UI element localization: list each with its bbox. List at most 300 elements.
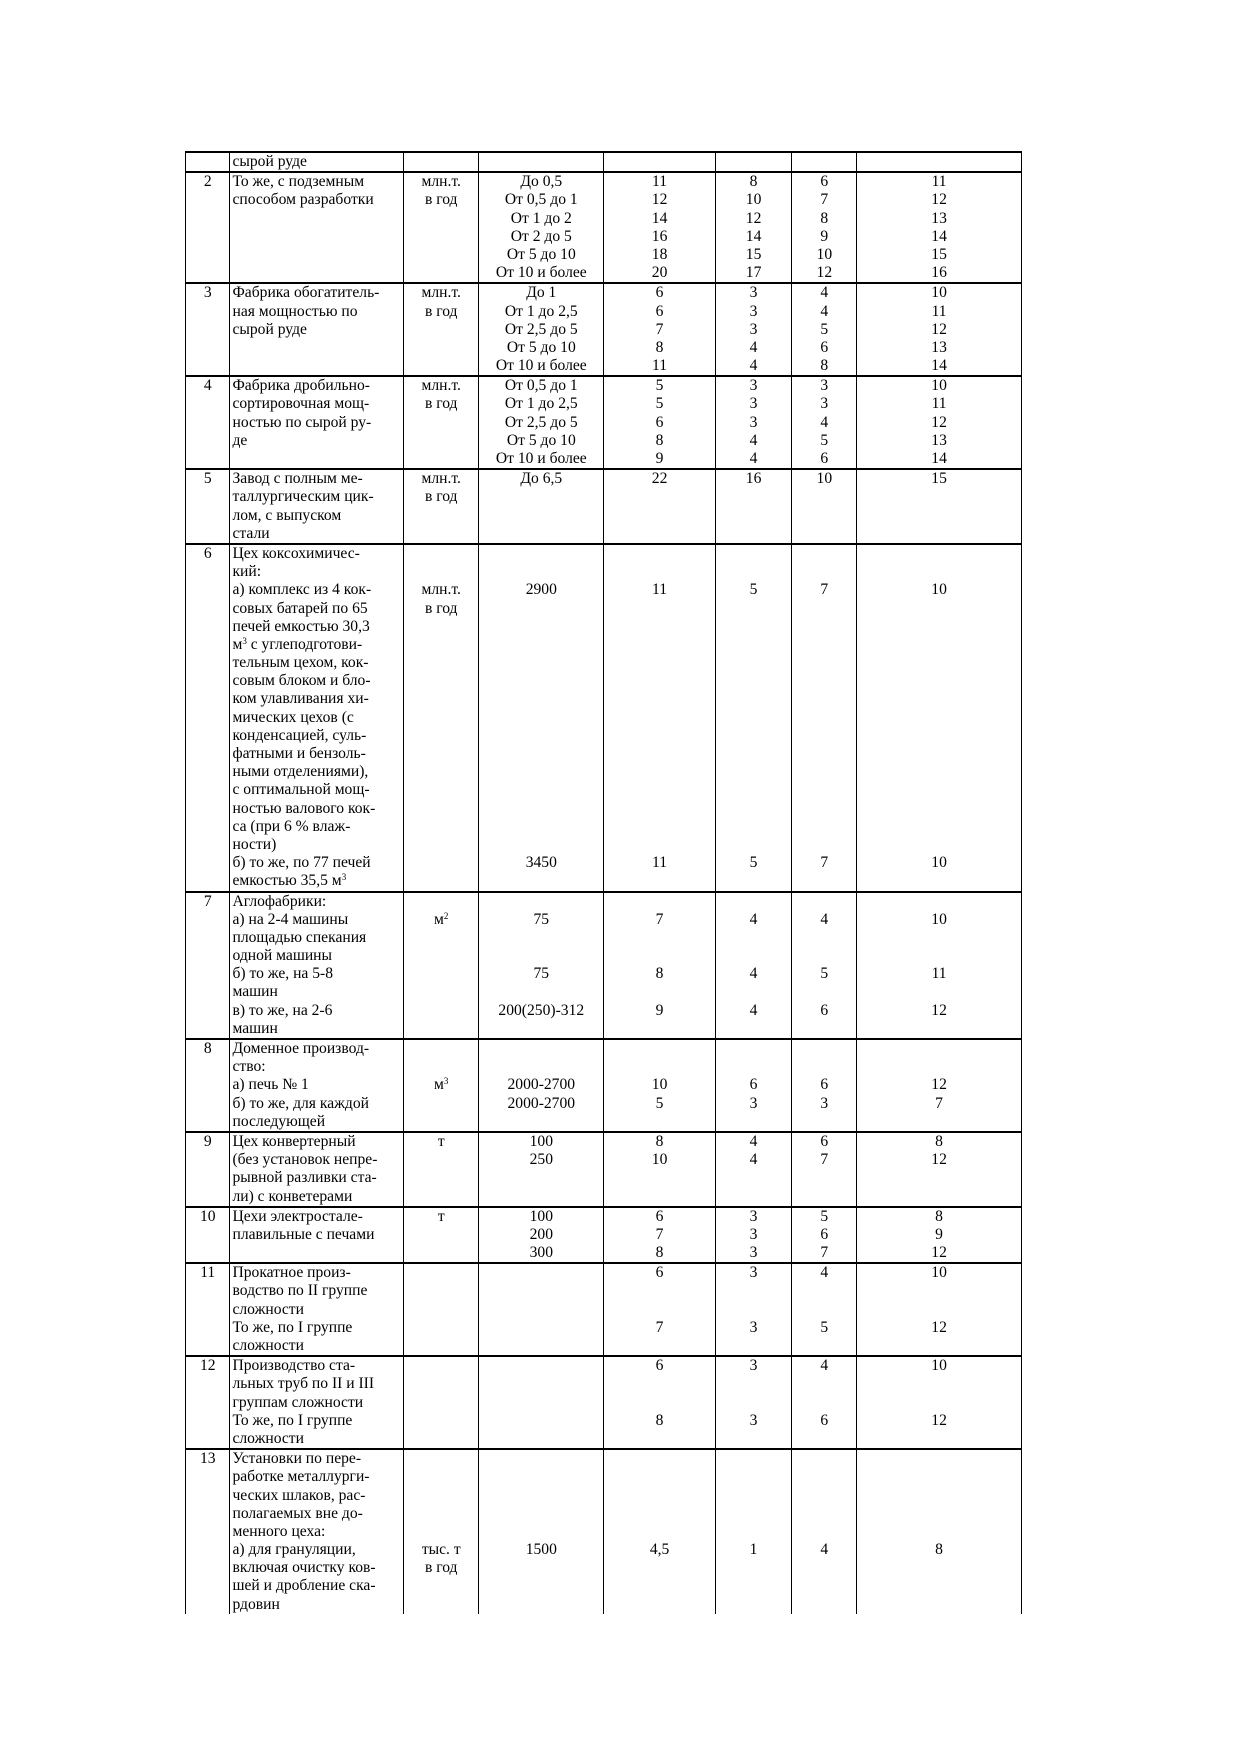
cell-line [718,1282,790,1300]
cell-line: 14 [931,450,947,467]
cell-line [606,872,712,890]
cell-line [794,947,854,965]
cell-line: 10 [931,854,947,872]
cell-line: 20 [651,264,668,282]
cell-unit [404,1356,479,1449]
cell-line: 250 [529,1151,553,1169]
cell-line: 3450 [525,854,557,872]
cell-line [794,929,854,947]
cell-line [718,1523,790,1541]
cell-line: Цех конвертерный [232,1132,356,1150]
cell-line: 11 [652,854,668,872]
cell-line [481,781,601,799]
cell-line [481,636,601,654]
cell-line: совых батарей по 65 [232,599,368,617]
cell-line [481,1375,601,1393]
cell-line [481,488,601,506]
cell-line: а) печь № 1 [232,1076,309,1094]
cell-line [794,672,854,690]
cell-line: 15 [931,470,947,488]
cell-line [718,1375,790,1393]
cell-line [718,929,790,947]
cell-line [718,1301,790,1319]
cell-col6 [792,376,857,469]
cell-line [606,1523,712,1541]
cell-line [859,872,1019,890]
cell-line: 8 [655,338,664,356]
cell-line: 12 [931,1244,947,1262]
cell-line [481,1394,601,1412]
cell-capacity [479,1207,604,1264]
table-row [186,1449,1022,1614]
cell-line [718,947,790,965]
cell-line [859,1487,1019,1505]
cell-line [794,618,854,636]
cell-line: 6 [655,1207,664,1225]
cell-line [481,1319,601,1337]
cell-line [718,745,790,763]
cell-line: 10 [931,1264,947,1282]
cell-line [718,507,790,525]
cell-line [232,357,401,375]
cell-line: 7 [820,1244,829,1262]
cell-line [794,1188,854,1206]
cell-line: 9 [655,450,664,467]
cell-line: в год [424,302,458,320]
cell-line: 18 [651,245,668,263]
cell-line [794,1058,854,1076]
cell-line: 12 [931,413,947,431]
cell-line [718,709,790,727]
cell-line: 11 [652,581,668,599]
cell-line: От 10 и более [495,450,587,467]
cell-col5 [715,1132,792,1207]
cell-line [481,727,601,745]
cell-line [406,983,476,1001]
cell-line: 10 [816,245,833,263]
cell-line [406,1169,476,1187]
cell-line: 3 [749,1357,758,1375]
cell-line: плавильные с печами [232,1225,375,1243]
cell-line [859,1301,1019,1319]
cell-line: 6 [749,1076,758,1094]
cell-line [606,818,712,836]
cell-line: 1500 [525,1541,557,1559]
cell-line: Прокатное произ- [232,1264,351,1282]
cell-col6 [792,1263,857,1356]
cell-line [794,1523,854,1541]
cell-line: работке металлурги- [232,1468,370,1486]
cell-line [718,781,790,799]
cell-line [859,636,1019,654]
cell-line: 13 [931,431,947,449]
cell-line: таллургическим цик- [232,488,374,506]
cell-col7 [857,172,1022,283]
cell-col4 [604,1449,715,1614]
cell-line: 17 [745,264,762,282]
cell-number [186,152,230,172]
cell-col4 [604,1039,715,1132]
cell-line [406,818,476,836]
cell-line [606,563,712,581]
cell-line [859,672,1019,690]
cell-line [718,563,790,581]
cell-line [406,1151,476,1169]
cell-line [406,525,476,543]
cell-line: ности) [232,835,277,853]
cell-line [859,1523,1019,1541]
cell-line: 4 [820,1541,829,1559]
cell-line: ли) с конветерами [232,1187,353,1205]
cell-line: менного цеха: [232,1522,326,1540]
cell-name [230,1207,404,1264]
cell-line [406,745,476,763]
cell-line [232,339,401,357]
cell-line: ная мощностью по [232,302,358,320]
cell-line [406,672,476,690]
cell-col6 [792,544,857,892]
cell-name [230,152,404,172]
cell-line [794,507,854,525]
cell-line: 22 [651,470,668,488]
cell-col5 [715,1039,792,1132]
cell-line: Фабрика дробильно- [232,377,370,395]
cell-line: 4,5 [649,1541,670,1559]
cell-line: 8 [935,1207,943,1225]
cell-line: 5 [820,965,829,983]
cell-col6 [792,1039,857,1132]
cell-line [606,1188,712,1206]
cell-line [481,983,601,1001]
cell-number: 3 [186,283,230,376]
cell-col7 [857,283,1022,376]
cell-line [232,210,401,228]
cell-line [859,727,1019,745]
cell-col5 [715,376,792,469]
cell-line: последующей [232,1112,326,1130]
cell-number: 4 [186,376,230,469]
cell-line: б) то же, на 5-8 [232,965,334,983]
cell-line [859,563,1019,581]
cell-line: тыс. т [421,1541,461,1559]
cell-line: сырой руде [232,320,307,338]
cell-line [406,727,476,745]
cell-line [406,1319,476,1337]
cell-line [406,246,476,264]
table-row [186,1039,1022,1132]
cell-line [718,690,790,708]
cell-line [794,893,854,911]
cell-capacity [479,469,604,544]
cell-line [718,1169,790,1187]
cell-line [794,563,854,581]
cell-line: группам сложности [232,1393,364,1411]
cell-unit [404,892,479,1040]
cell-line [606,672,712,690]
cell-line: тельным цехом, кок- [232,654,369,672]
cell-line [859,893,1019,911]
cell-line: ческих шлаков, рас- [232,1486,366,1504]
cell-capacity [479,1356,604,1449]
cell-line [859,1430,1019,1448]
cell-line: 4 [749,965,758,983]
cell-line [606,618,712,636]
cell-line: До 6,5 [520,470,563,488]
cell-line: льных труб по II и III [232,1375,375,1393]
cell-line [718,654,790,672]
cell-line [718,1559,790,1577]
cell-line: 3 [749,1094,758,1112]
cell-line: в год [424,395,458,413]
cell-line [481,1596,601,1614]
cell-col5 [715,1449,792,1614]
cell-number: 5 [186,469,230,544]
cell-line [406,228,476,246]
cell-line: От 10 и более [495,264,587,282]
cell-line: 14 [651,209,668,227]
cell-line [406,1450,476,1468]
cell-line: 4 [820,1357,829,1375]
cell-line [606,947,712,965]
cell-line [859,1040,1019,1058]
cell-line: 7 [655,320,664,338]
cell-line [481,836,601,854]
cell-line [859,600,1019,618]
cell-line: 12 [816,264,833,282]
cell-line: Завод с полным ме- [232,470,363,488]
cell-line [859,947,1019,965]
cell-line [794,488,854,506]
cell-line [481,1020,601,1038]
cell-line: ком улавливания хи- [232,690,369,708]
cell-line [859,507,1019,525]
cell-line: 3 [749,302,758,320]
cell-line: 200(250)-312 [498,1001,585,1019]
cell-line [718,836,790,854]
cell-line [481,1282,601,1300]
cell-line [606,1020,712,1038]
cell-line: 11 [931,395,947,413]
cell-line [859,1450,1019,1468]
cell-line [406,763,476,781]
cell-line [406,854,476,872]
cell-col4 [604,1132,715,1207]
cell-line: 75 [533,910,550,928]
cell-line: 3 [749,1264,758,1282]
cell-line [406,563,476,581]
cell-line [794,1430,854,1448]
cell-capacity [479,152,604,172]
cell-line: 3 [749,413,758,431]
cell-line: От 10 и более [495,357,587,375]
cell-line: 8 [655,431,664,449]
cell-line: ными отделениями), [232,763,369,781]
cell-line: б) то же, по 77 печей [232,854,371,872]
cell-line: млн.т. [421,470,461,488]
cell-line: млн.т. [421,581,461,599]
cell-line [794,600,854,618]
cell-line: площадью спекания [232,928,367,946]
cell-line [794,818,854,836]
cell-line: 8 [935,1541,943,1559]
cell-line: одной машины [232,947,332,965]
cell-line [406,1412,476,1430]
cell-number: 12 [186,1356,230,1449]
cell-col6 [792,283,857,376]
cell-line: млн.т. [421,377,461,395]
cell-line: 6 [820,1076,829,1094]
cell-col6 [792,152,857,172]
cell-col5 [715,1356,792,1449]
cell-line: а) на 2-4 машины [232,910,349,928]
cell-line: 10 [931,377,947,395]
cell-line: 4 [749,1132,758,1150]
cell-line: 100 [529,1132,553,1150]
cell-line [606,1559,712,1577]
cell-line [859,836,1019,854]
cell-line [606,836,712,854]
cell-line: 3 [749,1411,758,1429]
cell-line: То же, с подземным [232,173,365,191]
cell-line: 5 [820,320,829,338]
cell-line: 16 [931,264,947,282]
cell-line: До 0,5 [520,173,563,191]
cell-line: 14 [931,357,947,375]
cell-line: 16 [651,227,668,245]
cell-line [718,1430,790,1448]
cell-line: а) комплекс из 4 кок- [232,581,372,599]
cell-line: 6 [820,1411,829,1429]
cell-line [481,893,601,911]
cell-name [230,892,404,1040]
cell-capacity [479,1449,604,1614]
cell-line: 1 [749,1541,758,1559]
cell-line [718,1058,790,1076]
cell-line [406,1264,476,1282]
cell-col4 [604,544,715,892]
cell-line [606,1169,712,1187]
cell-line [718,153,790,171]
cell-line: От 1 до 2,5 [504,302,578,320]
cell-line [606,153,712,171]
cell-line [481,690,601,708]
cell-line: в год [424,599,458,617]
cell-line [606,1337,712,1355]
cell-line [718,618,790,636]
cell-line: стали [232,524,270,542]
cell-line: ство: [232,1058,266,1076]
cell-line [406,1468,476,1486]
cell-line: От 0,5 до 1 [504,191,578,209]
cell-line: ностью валового кок- [232,799,376,817]
cell-col4 [604,1263,715,1356]
cell-line: в год [424,1559,458,1577]
cell-line [481,1559,601,1577]
cell-line: 2000-2700 [507,1094,576,1112]
cell-line: $м^3$ [434,1076,449,1094]
cell-line [406,1301,476,1319]
cell-line: совым блоком и бло- [232,672,371,690]
cell-line [606,1596,712,1614]
cell-line: 7 [820,1151,829,1169]
cell-line: сложности [232,1300,304,1318]
cell-line [481,525,601,543]
cell-line [794,800,854,818]
cell-line [406,357,476,375]
cell-line: 11 [931,302,947,320]
cell-line: 6 [820,338,829,356]
cell-line [406,153,476,171]
cell-line [794,690,854,708]
cell-line [606,1450,712,1468]
cell-unit [404,544,479,892]
cell-col6 [792,1132,857,1207]
cell-line: 6 [655,284,664,302]
cell-name [230,1449,404,1614]
cell-line [406,321,476,339]
cell-line [406,264,476,282]
cell-line: 5 [749,854,758,872]
cell-line: Цех коксохимичес- [232,544,360,562]
cell-line [859,1468,1019,1486]
cell-line: 12 [931,1151,947,1169]
cell-line [606,545,712,563]
cell-line [718,545,790,563]
cell-name [230,376,404,469]
cell-col5 [715,469,792,544]
cell-line [718,1505,790,1523]
cell-line [481,600,601,618]
cell-line: 14 [745,227,762,245]
cell-line [406,450,476,468]
cell-line: Цехи электростале- [232,1207,363,1225]
cell-line: 3 [749,1207,758,1225]
cell-name [230,1132,404,1207]
cell-line [859,929,1019,947]
cell-col5 [715,1207,792,1264]
cell-line [481,654,601,672]
table-row [186,152,1022,172]
cell-line [859,745,1019,763]
cell-line: мических цехов (с [232,708,354,726]
cell-line: От 1 до 2 [510,209,572,227]
cell-line [859,709,1019,727]
cell-line [794,709,854,727]
cell-line: 6 [655,302,664,320]
cell-line [406,1040,476,1058]
cell-line: 2900 [525,581,557,599]
cell-line [718,600,790,618]
cell-line [481,1468,601,1486]
cell-line [406,781,476,799]
cell-line: От 1 до 2,5 [504,395,578,413]
cell-unit [404,1263,479,1356]
cell-col5 [715,172,792,283]
cell-number: 8 [186,1039,230,1132]
cell-line [859,1188,1019,1206]
cell-line [606,1058,712,1076]
cell-line: 12 [931,1076,947,1094]
cell-line: лом, с выпуском [232,506,342,524]
cell-line [406,1505,476,1523]
cell-line: 4 [749,431,758,449]
cell-line: 3 [820,395,829,413]
cell-line [606,1375,712,1393]
cell-line [859,525,1019,543]
cell-line: 75 [533,965,550,983]
cell-name [230,1356,404,1449]
cell-line [606,709,712,727]
